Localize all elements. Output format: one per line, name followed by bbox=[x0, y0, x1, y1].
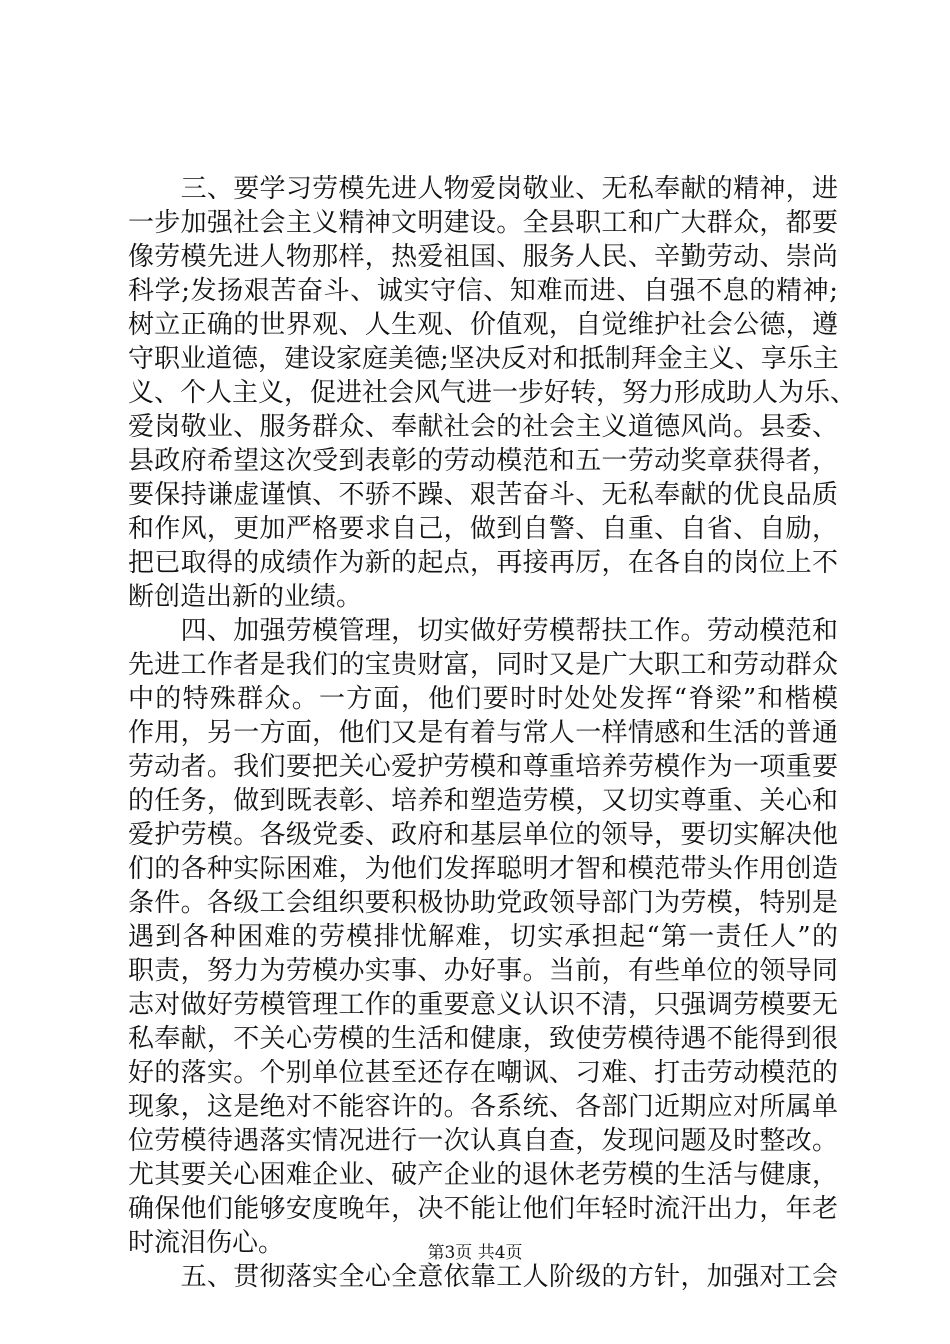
text-line: 县政府希望这次受到表彰的劳动模范和五一劳动奖章获得者， bbox=[128, 446, 838, 476]
text-line: 四、加强劳模管理，切实做好劳模帮扶工作。劳动模范和 bbox=[128, 616, 838, 646]
text-line: 中的特殊群众。一方面，他们要时时处处发挥“脊梁”和楷模 bbox=[128, 684, 838, 714]
text-line: 和作风，更加严格要求自己，做到自警、自重、自省、自励， bbox=[128, 514, 838, 544]
text-line: 把已取得的成绩作为新的起点，再接再厉，在各自的岗位上不 bbox=[128, 548, 838, 578]
text-line: 私奉献，不关心劳模的生活和健康，致使劳模待遇不能得到很 bbox=[128, 1024, 838, 1054]
text-line: 树立正确的世界观、人生观、价值观，自觉维护社会公德，遵 bbox=[128, 310, 838, 340]
text-line: 位劳模待遇落实情况进行一次认真自查，发现问题及时整改。 bbox=[128, 1126, 838, 1156]
text-line: 遇到各种困难的劳模排忧解难，切实承担起“第一责任人”的 bbox=[128, 922, 838, 952]
text-line: 职责，努力为劳模办实事、办好事。当前，有些单位的领导同 bbox=[128, 956, 838, 986]
text-line: 像劳模先进人物那样，热爱祖国、服务人民、辛勤劳动、崇尚 bbox=[128, 242, 838, 272]
text-line: 三、要学习劳模先进人物爱岗敬业、无私奉献的精神，进 bbox=[128, 174, 838, 204]
text-line: 先进工作者是我们的宝贵财富，同时又是广大职工和劳动群众 bbox=[128, 650, 838, 680]
text-line: 劳动者。我们要把关心爱护劳模和尊重培养劳模作为一项重要 bbox=[128, 752, 838, 782]
text-line: 一步加强社会主义精神文明建设。全县职工和广大群众，都要 bbox=[128, 208, 838, 238]
text-line: 好的落实。个别单位甚至还存在嘲讽、刁难、打击劳动模范的 bbox=[128, 1058, 838, 1088]
text-line: 五、贯彻落实全心全意依靠工人阶级的方针，加强对工会 bbox=[128, 1262, 838, 1292]
body-text bbox=[128, 172, 857, 1294]
text-line: 作用，另一方面，他们又是有着与常人一样情感和生活的普通 bbox=[128, 718, 838, 748]
text-line: 现象，这是绝对不能容许的。各系统、各部门近期应对所属单 bbox=[128, 1092, 838, 1122]
text-line: 志对做好劳模管理工作的重要意义认识不清，只强调劳模要无 bbox=[128, 990, 838, 1020]
text-line: 尤其要关心困难企业、破产企业的退休老劳模的生活与健康， bbox=[128, 1160, 838, 1190]
text-line: 条件。各级工会组织要积极协助党政领导部门为劳模，特别是 bbox=[128, 888, 838, 918]
page-number-footer: 第3页 共4页 bbox=[427, 1243, 523, 1263]
text-line: 守职业道德，建设家庭美德;坚决反对和抵制拜金主义、享乐主 bbox=[128, 344, 839, 374]
text-line: 爱岗敬业、服务群众、奉献社会的社会主义道德风尚。县委、 bbox=[128, 412, 838, 442]
text-line: 爱护劳模。各级党委、政府和基层单位的领导，要切实解决他 bbox=[128, 820, 838, 850]
text-line: 要保持谦虚谨慎、不骄不躁、艰苦奋斗、无私奉献的优良品质 bbox=[128, 480, 838, 510]
text-line: 的任务，做到既表彰、培养和塑造劳模，又切实尊重、关心和 bbox=[128, 786, 838, 816]
text-line: 义、个人主义，促进社会风气进一步好转，努力形成助人为乐、 bbox=[128, 378, 857, 408]
text-line: 确保他们能够安度晚年，决不能让他们年轻时流汗出力，年老 bbox=[128, 1194, 838, 1224]
text-line: 时流泪伤心。 bbox=[128, 1228, 285, 1258]
text-line: 断创造出新的业绩。 bbox=[128, 582, 363, 612]
text-line: 们的各种实际困难，为他们发挥聪明才智和模范带头作用创造 bbox=[128, 854, 838, 884]
text-line: 科学;发扬艰苦奋斗、诚实守信、知难而进、自强不息的精神; bbox=[128, 276, 838, 306]
